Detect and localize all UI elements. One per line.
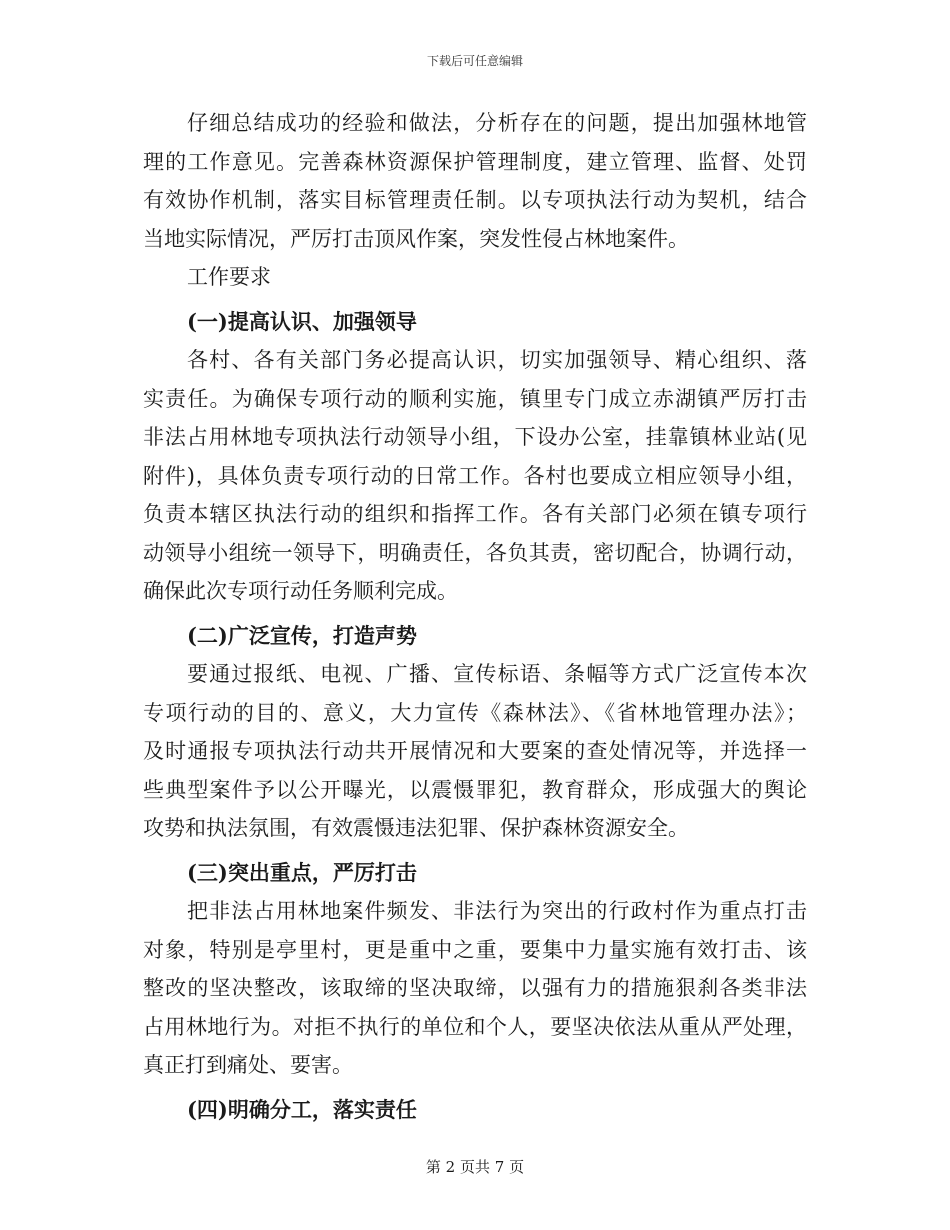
text-line: 各村、各有关部门务必提高认识，切实加强领导、精心组织、落 <box>187 348 807 372</box>
text-line: 非法占用林地专项执法行动领导小组，下设办公室，挂靠镇林业站(见 <box>143 425 807 449</box>
text-line: 整改的坚决整改，该取缔的坚决取缔，以强有力的措施狠刹各类非法 <box>143 976 807 1000</box>
text-line: 有效协作机制，落实目标管理责任制。以专项执法行动为契机，结合 <box>143 188 807 212</box>
text-line: 些典型案件予以公开曝光，以震慑罪犯，教育群众，形成强大的舆论 <box>143 777 807 802</box>
text-line: 要通过报纸、电视、广播、宣传标语、条幅等方式广泛宣传本次 <box>187 662 807 686</box>
section-label <box>143 258 807 297</box>
text-line: 理的工作意见。完善森林资源保护管理制度，建立管理、监督、处罚 <box>143 149 807 174</box>
paragraph <box>143 104 807 258</box>
text-line: 真正打到痛处、要害。 <box>143 1053 353 1077</box>
section-heading <box>143 303 807 342</box>
section-heading <box>143 854 807 893</box>
text-line: 附件)，具体负责专项行动的日常工作。各村也要成立相应领导小组， <box>143 463 807 488</box>
text-line: 把非法占用林地案件频发、非法行为突出的行政村作为重点打击 <box>187 899 807 923</box>
text-line: (一)提高认识、加强领导 <box>187 308 417 334</box>
paragraph <box>143 655 807 848</box>
text-line: 攻势和执法氛围，有效震慑违法犯罪、保护森林资源安全。 <box>143 816 689 840</box>
text-line: (三)突出重点，严厉打击 <box>187 859 417 885</box>
text-line: (四)明确分工，落实责任 <box>187 1096 417 1122</box>
section-heading <box>143 1091 807 1130</box>
paragraph <box>143 341 807 611</box>
text-line: 对象，特别是亭里村，更是重中之重，要集中力量实施有效打击、该 <box>143 937 807 962</box>
paragraph <box>143 892 807 1085</box>
text-line: 工作要求 <box>187 265 271 289</box>
text-line: 及时通报专项执法行动共开展情况和大要案的查处情况等，并选择一 <box>143 739 807 763</box>
text-line: 实责任。为确保专项行动的顺利实施，镇里专门成立赤湖镇严厉打击 <box>143 386 807 411</box>
text-line: 确保此次专项行动任务顺利完成。 <box>143 579 458 603</box>
page-footer: 第 2 页共 7 页 <box>425 1158 525 1176</box>
section-heading <box>143 617 807 656</box>
page-header: 下载后可任意编辑 <box>426 54 523 68</box>
text-line: 仔细总结成功的经验和做法，分析存在的问题，提出加强林地管 <box>187 111 807 135</box>
text-line: 负责本辖区执法行动的组织和指挥工作。各有关部门必须在镇专项行 <box>143 502 807 526</box>
text-line: 占用林地行为。对拒不执行的单位和个人，要坚决依法从重从严处理， <box>143 1014 807 1039</box>
text-line: (二)广泛宣传，打造声势 <box>187 622 417 648</box>
document-body <box>143 104 807 1129</box>
text-line: 动领导小组统一领导下，明确责任，各负其责，密切配合，协调行动， <box>143 540 807 565</box>
text-line: 当地实际情况，严厉打击顶风作案，突发性侵占林地案件。 <box>143 226 689 251</box>
text-line: 专项行动的目的、意义，大力宣传《森林法》、《省林地管理办法》； <box>143 700 807 725</box>
